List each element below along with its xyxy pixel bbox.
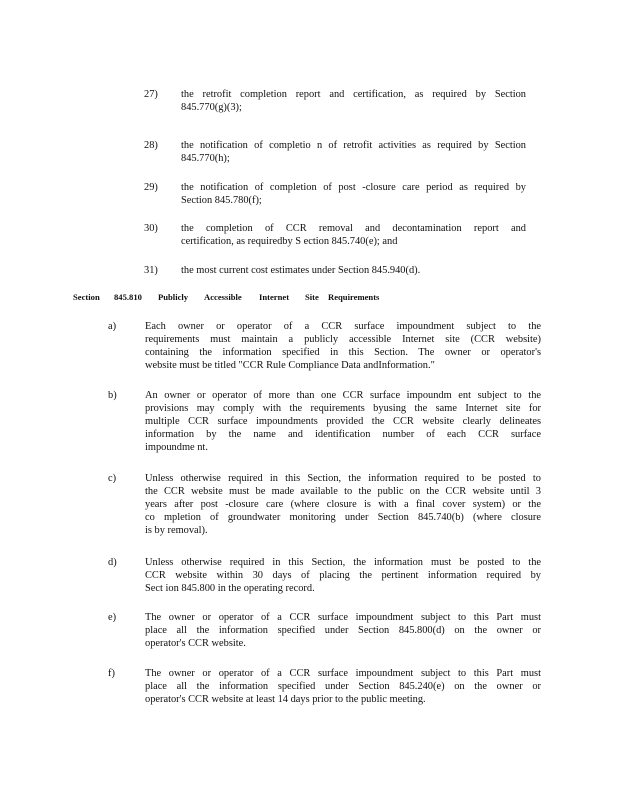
text-line: 845.770(g)(3); — [181, 102, 242, 113]
text-line: the notification of completion of post -closure care period as required by — [181, 182, 526, 193]
item-text — [181, 181, 526, 207]
heading-section-word: Section — [73, 292, 100, 302]
item-letter: e) — [108, 612, 117, 623]
text-line: Section 845.780(f); — [181, 195, 262, 206]
heading-word: Publicly — [158, 292, 189, 302]
text-line: The owner or operator of a CCR surface impoundment subject to this Part must — [145, 612, 541, 623]
text-line: years after post -closure care (where closure is with a final cover system) or the — [145, 499, 541, 510]
text-line: information by the name and identification number of each CCR surface — [145, 429, 541, 440]
item-text — [181, 88, 526, 114]
item-letter: a) — [108, 321, 117, 332]
item-text — [145, 389, 541, 454]
item-text — [181, 264, 526, 277]
item-number: 31) — [144, 265, 158, 276]
item-text — [145, 556, 541, 595]
item-number: 29) — [144, 182, 158, 193]
text-line: is by removal). — [145, 525, 208, 536]
text-line: Sect ion 845.800 in the operating record. — [145, 583, 315, 594]
text-line: operator's CCR website. — [145, 638, 246, 649]
text-line: provisions may comply with the requirements byusing the same Internet site for — [145, 403, 541, 414]
heading-word: Site — [305, 292, 319, 302]
text-line: co mpletion of groundwater monitoring under Section 845.740(b) (where closure — [145, 512, 541, 523]
text-line: The owner or operator of a CCR surface impoundment subject to this Part must — [145, 668, 541, 679]
item-number: 28) — [144, 140, 158, 151]
item-text — [145, 472, 541, 537]
item-text — [145, 667, 541, 706]
text-line: operator's CCR website at least 14 days prior to the public meeting. — [145, 694, 426, 705]
text-line: the most current cost estimates under Section 845.940(d). — [181, 265, 421, 276]
item-letter: b) — [108, 390, 117, 401]
text-line: the notification of completio n of retrofit activities as required by Section — [181, 140, 526, 151]
text-line: the completion of CCR removal and decontamination report and — [181, 223, 526, 234]
heading-section-number: 845.810 — [114, 292, 142, 302]
heading-word: Accessible — [204, 292, 242, 302]
item-number: 27) — [144, 89, 158, 100]
item-number: 30) — [144, 223, 158, 234]
item-text — [181, 139, 526, 165]
text-line: Unless otherwise required in this Section, the information must be posted to the — [145, 557, 541, 568]
text-line: Unless otherwise required in this Section, the information required to be posted to — [145, 473, 541, 484]
text-line: requirements must maintain a publicly accessible Internet site (CCR website) — [145, 334, 541, 345]
item-text — [145, 320, 541, 372]
text-line: multiple CCR surface impoundments provided the CCR website clearly delineates — [145, 416, 541, 427]
heading-word: Internet — [259, 292, 290, 302]
text-line: CCR website within 30 days of placing the pertinent information required by — [145, 570, 541, 581]
item-letter: f) — [108, 668, 115, 679]
text-line: the retrofit completion report and certification, as required by Section — [181, 89, 526, 100]
text-line: the CCR website must be made available to the public on the CCR website until 3 — [145, 486, 541, 497]
text-line: containing the information specified in this Section. The owner or operator's — [145, 347, 541, 358]
text-line: impoundme nt. — [145, 442, 208, 453]
text-line: place all the information specified under Section 845.800(d) on the owner or — [145, 625, 541, 636]
text-line: website must be titled "CCR Rule Compliance Data andInformation." — [145, 360, 435, 371]
item-letter: c) — [108, 473, 117, 484]
heading-word: Requirements — [328, 292, 380, 302]
item-letter: d) — [108, 557, 117, 568]
item-text — [145, 611, 541, 650]
text-line: Each owner or operator of a CCR surface impoundment subject to the — [145, 321, 541, 332]
item-text — [181, 222, 526, 248]
text-line: 845.770(h); — [181, 153, 230, 164]
text-line: certification, as requiredby S ection 845.740(e); and — [181, 236, 398, 247]
text-line: place all the information specified under Section 845.240(e) on the owner or — [145, 681, 541, 692]
text-line: An owner or operator of more than one CCR surface impoundm ent subject to the — [145, 390, 541, 401]
